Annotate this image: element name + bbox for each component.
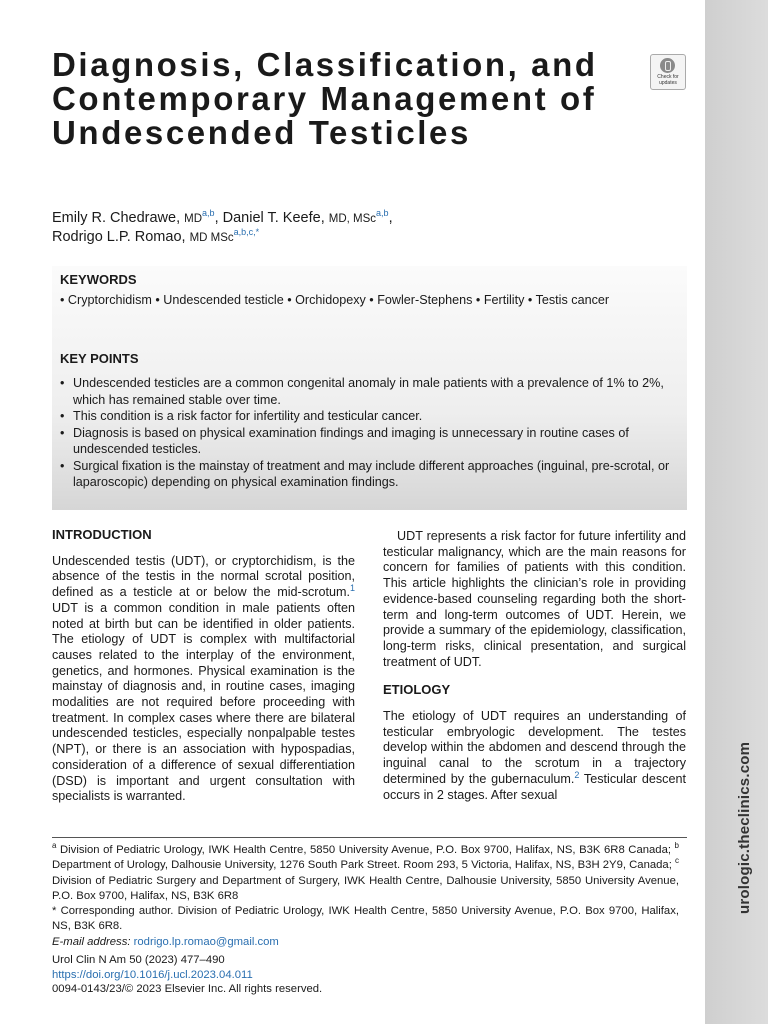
key-point-item: • Diagnosis is based on physical examination findings and imaging is unnecessary in routine cases of undescended testicles. xyxy=(60,425,672,458)
key-points-heading: KEY POINTS xyxy=(60,351,139,366)
author-list: Emily R. Chedrawe, MD$^{a,b}$, Daniel T. Keefe, MD, MSc$^{a,b}$, Rodrigo L.P. Romao, MD MSc$^{a,b,c,*}$ xyxy=(52,208,393,245)
keywords-keypoints-box xyxy=(52,266,687,510)
etiology-paragraph: The etiology of UDT requires an understanding of testicular embryologic development. The testes develop within the abdomen and descend through the inguinal canal to the scrotum in a trajectory determined by the gubernaculum.$^2$ Testicular descent occurs in 2 stages. After sexual xyxy=(383,709,686,802)
publication-info xyxy=(52,953,452,997)
reference-link[interactable]: 1 xyxy=(349,582,355,593)
email-label: E-mail address: xyxy=(52,935,131,948)
key-point-item: • Surgical fixation is the mainstay of treatment and may include different approaches (inguinal, pre-scrotal, or laparoscopic) depending on physical examination findings. xyxy=(60,458,672,491)
journal-citation: Urol Clin N Am 50 (2023) 477–490 xyxy=(52,954,225,966)
check-for-updates-label: Check for updates xyxy=(657,74,679,86)
author-name: Daniel T. Keefe, xyxy=(222,210,325,226)
key-point-item: • Undescended testicles are a common congenital anomaly in male patients with a prevalence of 1% to 2%, which has remained stable over time. xyxy=(60,375,672,408)
author-affiliation-marks[interactable]: a,b xyxy=(202,208,215,219)
article-title: Diagnosis, Classification, and Contemporary Management of Undescended Testicles xyxy=(52,46,598,151)
left-column xyxy=(52,527,355,805)
reference-link[interactable]: 2 xyxy=(574,769,580,780)
copyright-line: 0094-0143/23/© 2023 Elsevier Inc. All rights reserved. xyxy=(52,983,323,996)
key-point-item: • This condition is a risk factor for infertility and testicular cancer. xyxy=(60,408,672,425)
footnote-divider xyxy=(52,837,687,838)
journal-url[interactable]: urologic.theclinics.com xyxy=(736,741,753,914)
check-for-updates-button[interactable] xyxy=(650,54,686,90)
author-degree: MD, MSc xyxy=(328,213,377,225)
corresponding-author: * Corresponding author. Division of Pediatric Urology, IWK Health Centre, 5850 University Avenue, P.O. Box 9700, Halifax, NS, B3K 6R8. xyxy=(52,905,679,933)
author-name: Emily R. Chedrawe, xyxy=(52,210,181,226)
keywords-list: • Cryptorchidism • Undescended testicle • Orchidopexy • Fowler-Stephens • Fertility • Testis cancer xyxy=(60,293,610,307)
bookmark-icon xyxy=(660,58,675,73)
author-degree: MD MSc xyxy=(189,232,234,244)
keywords-heading: KEYWORDS xyxy=(60,272,137,287)
affiliations xyxy=(52,843,679,950)
author-name: Rodrigo L.P. Romao, xyxy=(52,229,186,245)
affiliation-text: $^a$ Division of Pediatric Urology, IWK Health Centre, 5850 University Avenue, P.O. Box 9700, Halifax, NS, B3K 6R8 Canada; $^b$ Department of Urology, Dalhousie University, 1276 South Park Street. Room 293, 5 Victoria, Halifax, NS, B3H 2Y9, Canada; $^c$ Division of Pediatric Surgery and Department of Surgery, IWK Health Centre, Dalhousie University, 5850 University Avenue, P.O. Box 9700, Halifax, NS, B3K 6R8 xyxy=(52,841,679,902)
doi-link[interactable]: https://doi.org/10.1016/j.ucl.2023.04.011 xyxy=(52,968,253,981)
email-link[interactable]: rodrigo.lp.romao@gmail.com xyxy=(133,935,279,948)
author-affiliation-marks[interactable]: a,b xyxy=(376,208,389,219)
etiology-heading: ETIOLOGY xyxy=(383,682,451,698)
right-column xyxy=(383,529,686,803)
introduction-paragraph-2: UDT represents a risk factor for future infertility and testicular malignancy, which are the main reasons for concern for families of patients with this condition. This article highlights the clinician’s role in providing evidence-based counseling regarding both the short-term and long-term outcomes of UDT. Herein, we provide a summary of the epidemiology, classification, long-term risks, clinical presentation, and surgical treatment of UDT. xyxy=(383,529,686,669)
email-line xyxy=(52,935,679,950)
author-degree: MD xyxy=(184,213,203,225)
author-affiliation-marks[interactable]: a,b,c,* xyxy=(233,227,260,238)
key-points-list xyxy=(60,375,672,491)
introduction-paragraph: Undescended testis (UDT), or cryptorchidism, is the absence of the testis in the normal scrotal position, defined as a testicle at or below the mid-scrotum.$^1$ UDT is a common condition in male patients often noted at birth but can be identified in older patients. The etiology of UDT is complex with multifactorial causes related to the interplay of the environment, genetics, and hormones. Physical examination is the mainstay of diagnosis and, in routine cases, imaging modalities are not required before proceeding with treatment. In complex cases where there are bilateral undescended testicles, especially nonpalpable testes (NPT), or there is an association with hypospadias, consideration of a difference of sexual differentiation (DSD) is important and urgent consultation with specialists is warranted. xyxy=(52,553,355,804)
introduction-heading: INTRODUCTION xyxy=(52,527,152,542)
